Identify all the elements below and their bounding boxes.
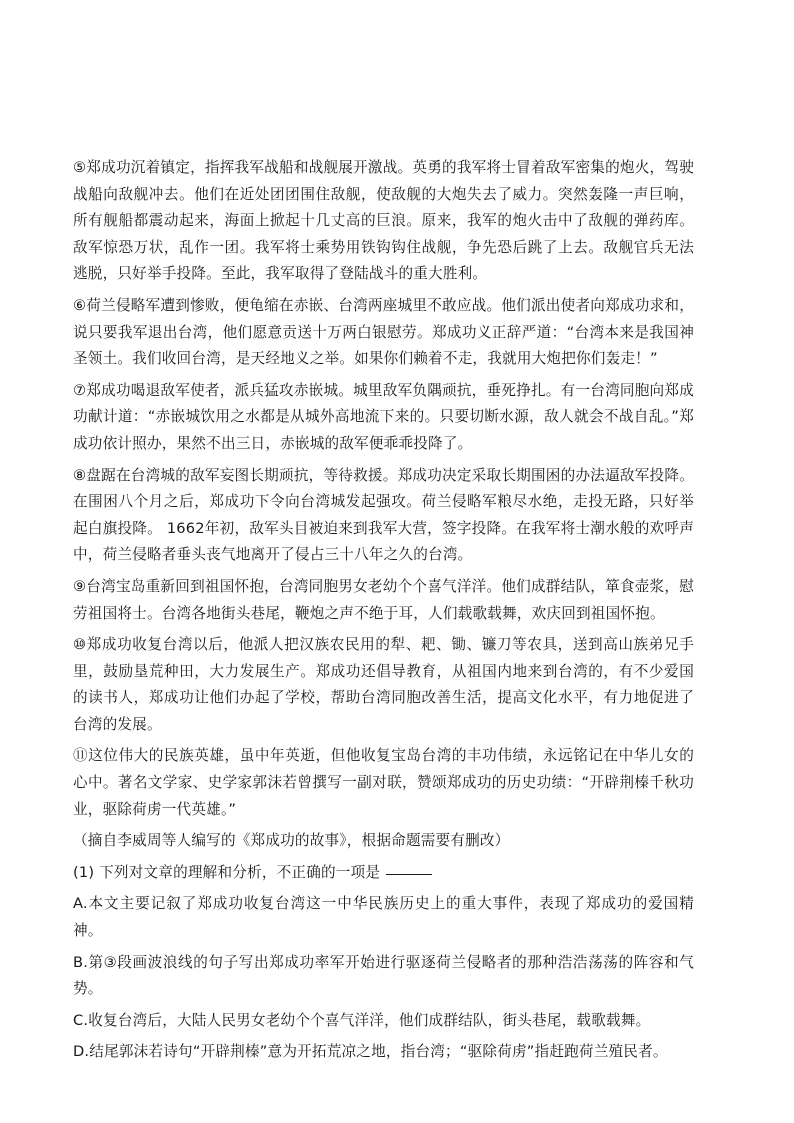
question-stem-text: (1) 下列对文章的理解和分析，不正确的一项是 (73, 863, 381, 881)
option-b: B.第③段画波浪线的句子写出郑成功率军开始进行驱逐荷兰侵略者的那种浩浩荡荡的阵容和气势。 (73, 953, 694, 998)
option-d: D.结尾郭沫若诗句“开辟荆榛”意为开拓荒凉之地，指台湾；“驱除荷虏”指赶跑荷兰殖民者。 (73, 1043, 668, 1061)
paragraph-6: ⑥荷兰侵略军遭到惨败，便龟缩在赤嵌、台湾两座城里不敢应战。他们派出使者向郑成功求和，说只要我军退出台湾，他们愿意贡送十万两白银慰劳。郑成功义正辞严道：“台湾本来是我国神圣领土。我们收回台湾，是天经地义之举。如果你们赖着不走，我就用大炮把你们轰走！” (73, 296, 694, 368)
question-stem (73, 860, 694, 887)
option-a: A.本文主要记叙了郑成功收复台湾这一中华民族历史上的重大事件，表现了郑成功的爱国精神。 (73, 895, 694, 940)
paragraph-5: ⑤郑成功沉着镇定，指挥我军战船和战舰展开激战。英勇的我军将士冒着敌军密集的炮火，驾驶战船向敌舰冲去。他们在近处团团围住敌舰，使敌舰的大炮失去了威力。突然轰隆一声巨响，所有舰船都震动起来，海面上掀起十几丈高的巨浪。原来，我军的炮火击中了敌舰的弹药库。敌军惊恐万状，乱作一团。我军将士乘势用铁钩钩住战舰，争先恐后跳了上去。敌舰官兵无法逃脱，只好举手投降。至此，我军取得了登陆战斗的重大胜利。 (73, 159, 694, 283)
paragraph-8: ⑧盘踞在台湾城的敌军妄图长期顽抗，等待救援。郑成功决定采取长期围困的办法逼敌军投降。在围困八个月之后，郑成功下令向台湾城发起强攻。荷兰侵略军粮尽水绝，走投无路，只好举起白旗投降。 1662年初，敌军头目被迫来到我军大营，签字投降。在我军将士潮水般的欢呼声中，荷兰侵略者垂头丧气地离开了侵占三十八年之久的台湾。 (73, 466, 694, 564)
option-c: C.收复台湾后，大陆人民男女老幼个个喜气洋洋，他们成群结队，街头巷尾，载歌载舞。 (73, 1011, 651, 1029)
paragraph-9: ⑨台湾宝岛重新回到祖国怀抱，台湾同胞男女老幼个个喜气洋洋。他们成群结队，箪食壶浆，慰劳祖国将士。台湾各地街头巷尾，鞭炮之声不绝于耳，人们载歌载舞，欢庆回到祖国怀抱。 (73, 577, 694, 622)
paragraph-11: ⑪这位伟大的民族英雄，虽中年英逝，但他收复宝岛台湾的丰功伟绩，永远铭记在中华儿女的心中。著名文学家、史学家郭沫若曾撰写一副对联，赞颂郑成功的历史功绩：“开辟荆榛千秋功业，驱除荷虏一代英雄。” (73, 747, 694, 818)
source-note: （摘自李威周等人编写的《郑成功的故事》，根据命题需要有删改） (73, 832, 510, 850)
paragraph-7: ⑦郑成功喝退敌军使者，派兵猛攻赤嵌城。城里敌军负隅顽抗，垂死挣扎。有一台湾同胞向郑成功献计道：“赤嵌城饮用之水都是从城外高地流下来的。只要切断水源，敌人就会不战自乱。”郑成功依计照办，果然不出三日，赤嵌城的敌军便乖乖投降了。 (73, 381, 694, 452)
paragraph-10: ⑩郑成功收复台湾以后，他派人把汉族农民用的犁、耙、锄、镰刀等农具，送到高山族弟兄手里，鼓励垦荒种田，大力发展生产。郑成功还倡导教育，从祖国内地来到台湾的，有不少爱国的读书人，郑成功让他们办起了学校，帮助台湾同胞改善生活，提高文化水平，有力地促进了台湾的发展。 (73, 636, 694, 733)
answer-blank (386, 873, 432, 875)
